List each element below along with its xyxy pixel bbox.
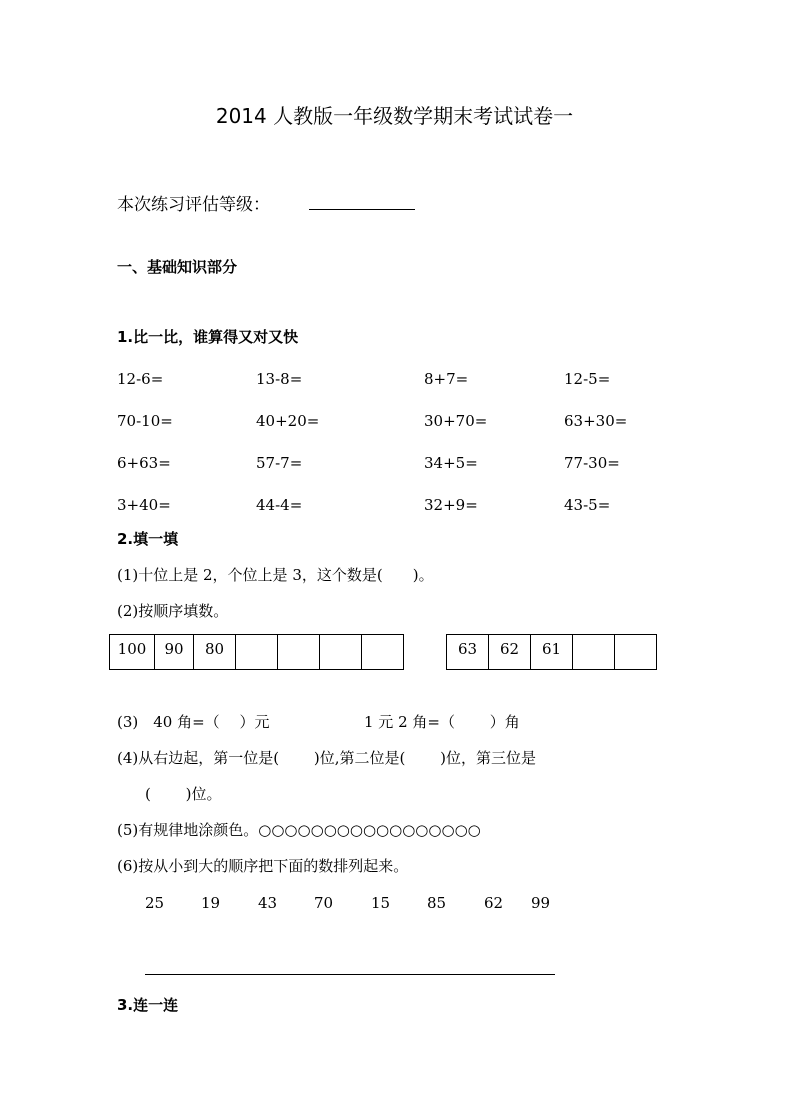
number-item: 15: [371, 894, 391, 912]
expression: 40+20=: [256, 412, 320, 430]
question-2-part-6: (6)按从小到大的顺序把下面的数排列起来。: [117, 857, 409, 875]
sequence-cell[interactable]: [236, 635, 278, 670]
expression: 77-30=: [564, 454, 620, 472]
number-item: 70: [314, 894, 334, 912]
sequence-cell: 63: [447, 635, 489, 670]
sequence-table-1: [109, 634, 404, 670]
question-2-part-3a: (3) 40 角=（ ）元: [117, 713, 270, 731]
number-item: 43: [258, 894, 278, 912]
expression: 32+9=: [424, 496, 478, 514]
sequence-cell: 100: [110, 635, 155, 670]
expression: 43-5=: [564, 496, 611, 514]
sequence-cell: 90: [155, 635, 194, 670]
section-heading: 一、基础知识部分: [117, 258, 238, 276]
question-3-heading: 3.连一连: [117, 996, 179, 1014]
expression: 63+30=: [564, 412, 628, 430]
question-2-heading: 2.填一填: [117, 530, 179, 548]
question-2-part-3b: 1 元 2 角=（ ）角: [364, 713, 520, 731]
sequence-cell: 80: [194, 635, 236, 670]
expression: 70-10=: [117, 412, 173, 430]
answer-line[interactable]: [145, 974, 555, 975]
expression: 12-6=: [117, 370, 164, 388]
expression: 12-5=: [564, 370, 611, 388]
expression: 13-8=: [256, 370, 303, 388]
expression: 6+63=: [117, 454, 171, 472]
sequence-cell: 62: [489, 635, 531, 670]
expression: 8+7=: [424, 370, 469, 388]
sequence-cell[interactable]: [362, 635, 404, 670]
sequence-cell[interactable]: [278, 635, 320, 670]
sequence-cell[interactable]: [615, 635, 657, 670]
grade-label: 本次练习评估等级：: [117, 195, 270, 215]
question-2-part-4: (4)从右边起，第一位是( )位,第二位是( )位，第三位是: [117, 749, 536, 767]
number-item: 85: [427, 894, 447, 912]
question-2-part-2: (2)按顺序填数。: [117, 602, 229, 620]
number-item: 25: [145, 894, 165, 912]
sequence-cell: 61: [531, 635, 573, 670]
number-item: 19: [201, 894, 221, 912]
page-title: 2014 人教版一年级数学期末考试试卷一: [215, 104, 574, 128]
expression: 3+40=: [117, 496, 171, 514]
expression: 30+70=: [424, 412, 488, 430]
expression: 57-7=: [256, 454, 303, 472]
sequence-table-2: [446, 634, 657, 670]
number-item: 99: [531, 894, 551, 912]
expression: 34+5=: [424, 454, 478, 472]
question-2-part-4-continued: ( )位。: [145, 785, 222, 803]
expression: 44-4=: [256, 496, 303, 514]
sequence-cell[interactable]: [573, 635, 615, 670]
question-2-part-1: (1)十位上是 2，个位上是 3，这个数是( )。: [117, 566, 434, 584]
sequence-cell[interactable]: [320, 635, 362, 670]
question-1-heading: 1.比一比，谁算得又对又快: [117, 328, 299, 346]
number-item: 62: [484, 894, 504, 912]
grade-blank-line: [309, 209, 415, 210]
question-2-part-5: (5)有规律地涂颜色。○○○○○○○○○○○○○○○○○: [117, 821, 481, 839]
